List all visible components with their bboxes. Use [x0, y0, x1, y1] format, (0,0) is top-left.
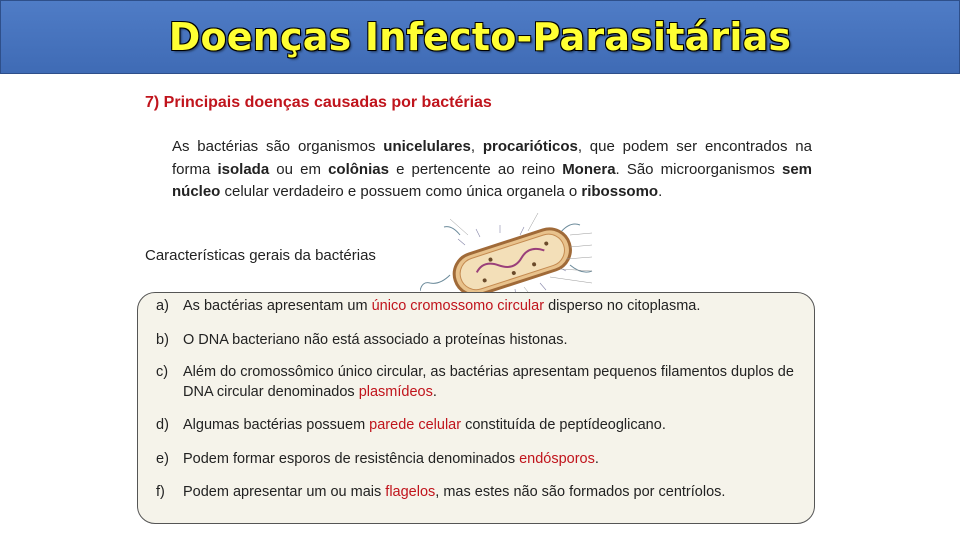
item-marker: e) — [156, 451, 169, 467]
item-text — [183, 415, 666, 435]
item-highlight: único cromossomo circular — [371, 298, 545, 314]
item-text — [183, 449, 599, 469]
item-marker: d) — [156, 417, 169, 433]
intro-bold-term: Monera — [562, 160, 616, 178]
item-text-part: O DNA bacteriano não está associado a proteínas histonas. — [183, 332, 568, 348]
title-bar — [0, 0, 960, 74]
item-text-part: . — [594, 451, 599, 467]
list-item — [156, 296, 796, 316]
intro-bold-term: sem núcleo — [172, 160, 813, 200]
item-text — [183, 330, 567, 350]
item-marker: f) — [156, 484, 165, 500]
item-text-part: Além do cromossômico único circular, as bactérias apresentam pequenos filamentos duplos de DNA circular denominados — [183, 364, 794, 400]
intro-text: . — [658, 183, 663, 200]
list-item — [156, 330, 796, 350]
item-marker: c) — [156, 364, 169, 380]
item-marker: a) — [156, 298, 169, 314]
intro-bold-term: unicelulares — [383, 138, 471, 155]
intro-bold-term: ribossomo — [581, 183, 659, 200]
intro-bold-term: isolada — [217, 160, 270, 178]
item-text-part: Podem formar esporos de resistência denominados — [183, 451, 520, 467]
intro-text: , que podem ser encontrados na forma — [172, 138, 812, 178]
item-highlight: parede celular — [369, 417, 462, 433]
intro-text: As bactérias são organismos — [172, 138, 384, 155]
list-item — [156, 449, 796, 469]
features-label: Características gerais da bactérias — [145, 247, 376, 264]
list-item — [156, 415, 796, 435]
intro-paragraph — [172, 136, 812, 204]
intro-text: . São microorganismos — [615, 160, 782, 178]
item-text — [183, 296, 700, 316]
item-text-part: disperso no citoplasma. — [544, 298, 701, 314]
item-text — [183, 482, 725, 502]
intro-bold-term: procarióticos — [482, 138, 578, 155]
bacterium-diagram — [420, 205, 600, 305]
intro-text: e pertencente ao reino — [388, 160, 563, 178]
item-text-part: constituída de peptídeoglicano. — [461, 417, 666, 433]
item-text — [183, 362, 796, 402]
intro-text: celular verdadeiro e possuem como única organela o — [220, 183, 582, 200]
list-item — [156, 482, 796, 502]
item-text-part: . — [432, 384, 437, 400]
item-text-part: , mas estes não são formados por centríolos. — [435, 484, 726, 500]
characteristics-box — [137, 292, 815, 524]
item-highlight: endósporos — [519, 451, 595, 467]
intro-text: ou em — [269, 160, 329, 178]
item-highlight: plasmídeos — [358, 384, 433, 400]
item-text-part: Algumas bactérias possuem — [183, 417, 370, 433]
list-item — [156, 362, 796, 402]
item-text-part: Podem apresentar um ou mais — [183, 484, 386, 500]
item-text-part: As bactérias apresentam um — [183, 298, 372, 314]
item-highlight: flagelos — [385, 484, 436, 500]
intro-bold-term: colônias — [328, 160, 389, 178]
item-marker: b) — [156, 332, 169, 348]
page-title: Doenças Infecto-Parasitárias — [168, 15, 792, 59]
section-heading: 7) Principais doenças causadas por bactérias — [145, 94, 492, 111]
intro-text: , — [470, 138, 483, 155]
